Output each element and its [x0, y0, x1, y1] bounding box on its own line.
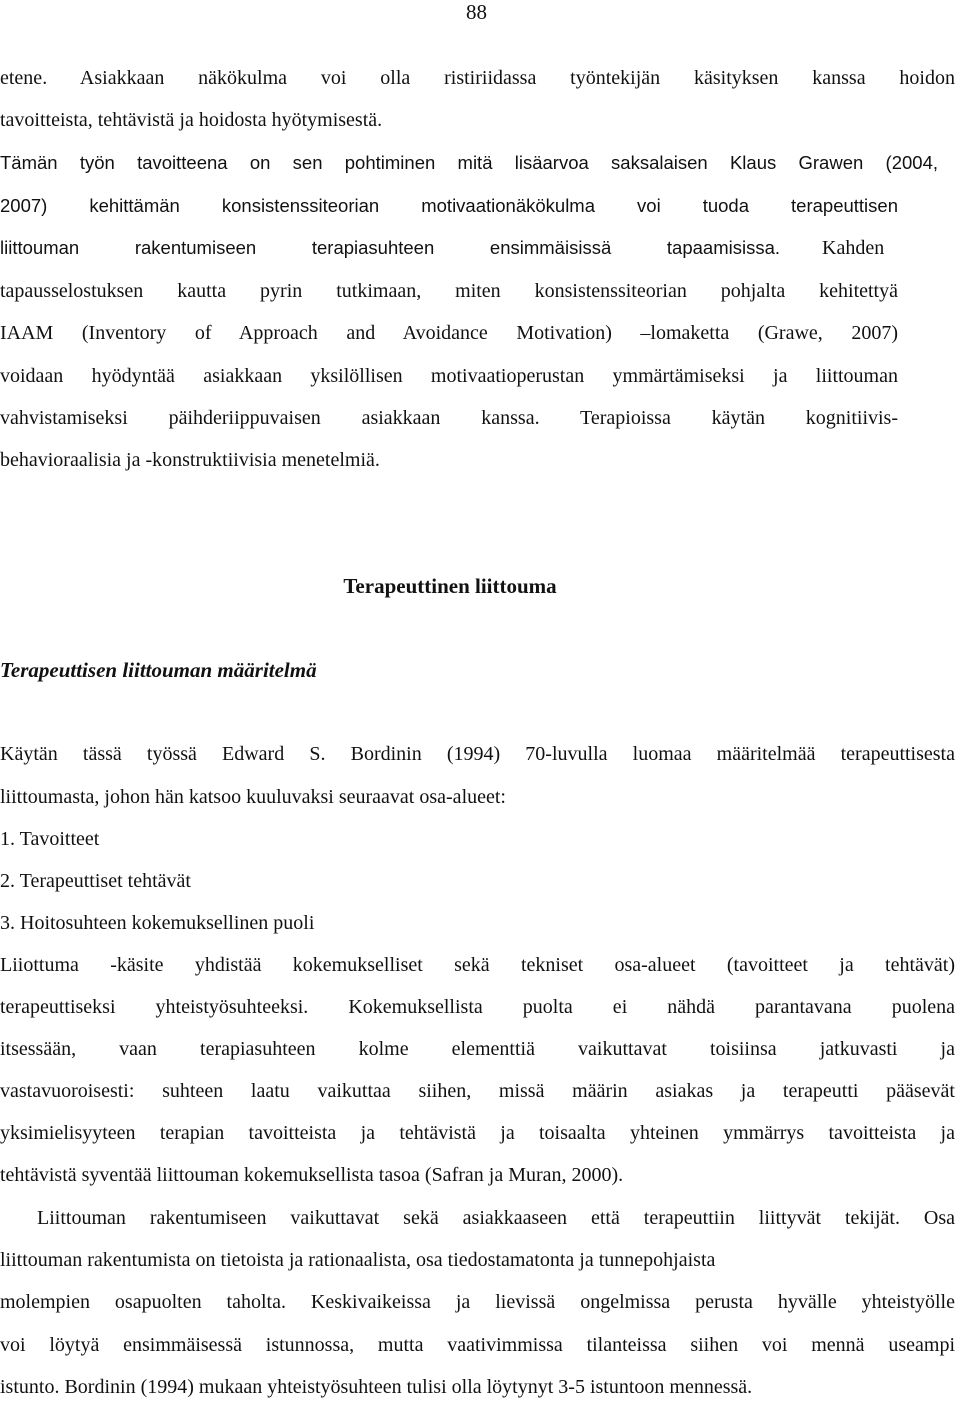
text-line: etene. Asiakkaan näkökulma voi olla ristiriidassa työntekijän käsityksen kanssa hoidon — [0, 67, 955, 89]
text-line: liittoumasta, johon hän katsoo kuuluvaksi seuraavat osa-alueet: — [0, 786, 506, 808]
list-item: 1. Tavoitteet — [0, 828, 100, 850]
page-number: 88 — [466, 0, 487, 24]
text-line: tehtävistä syventää liittouman kokemuksellista tasoa (Safran ja Muran, 2000). — [0, 1164, 624, 1186]
text-line: vastavuoroisesti: suhteen laatu vaikuttaa siihen, missä määrin asiakas ja terapeutti pääsevät — [0, 1080, 955, 1102]
text-line: Kahden — [822, 237, 885, 259]
text-line: Tämän työn tavoitteena on sen pohtiminen mitä lisäarvoa saksalaisen Klaus Grawen (2004, — [0, 152, 938, 173]
text-line: istunto. Bordinin (1994) mukaan yhteistyösuhteen tulisi olla löytynyt 3-5 istuntoon mennessä. — [0, 1376, 753, 1398]
text-line: Liiottuma -käsite yhdistää kokemukselliset sekä tekniset osa-alueet (tavoitteet ja tehtävät) — [0, 954, 955, 976]
list-item: 2. Terapeuttiset tehtävät — [0, 870, 191, 892]
text-line: tavoitteista, tehtävistä ja hoidosta hyötymisestä. — [0, 109, 383, 131]
list-item: 3. Hoitosuhteen kokemuksellinen puoli — [0, 912, 315, 934]
text-line: tapausselostuksen kautta pyrin tutkimaan, miten konsistenssiteorian pohjalta kehitettyä — [0, 280, 898, 302]
text-line: behavioraalisia ja -konstruktiivisia menetelmiä. — [0, 449, 380, 471]
text-line: Liittouman rakentumiseen vaikuttavat sekä asiakkaaseen että terapeuttiin liittyvät tekijät. Osa — [37, 1207, 955, 1229]
text-line: yksimielisyyteen terapian tavoitteista ja tehtävistä ja toisaalta yhteinen ymmärrys tavoitteista ja — [0, 1122, 955, 1144]
subheading: Terapeuttisen liittouman määritelmä — [0, 658, 317, 682]
text-line: liittouman rakentumiseen terapiasuhteen ensimmäisissä tapaamisissa. — [0, 237, 780, 258]
text-line: molempien osapuolten taholta. Keskivaikeissa ja lievissä ongelmissa perusta hyvälle yhteistyölle — [0, 1291, 955, 1313]
text-line: liittouman rakentumista on tietoista ja rationaalista, osa tiedostamatonta ja tunnepohjaista — [0, 1249, 716, 1271]
text-line: terapeuttiseksi yhteistyösuhteeksi. Kokemuksellista puolta ei nähdä parantavana puolena — [0, 996, 955, 1018]
text-line: voi löytyä ensimmäisessä istunnossa, mutta vaativimmissa tilanteissa siihen voi mennä useampi — [0, 1334, 955, 1356]
text-line: vahvistamiseksi päihderiippuvaisen asiakkaan kanssa. Terapioissa käytän kognitiivis- — [0, 407, 898, 429]
text-line: IAAM (Inventory of Approach and Avoidance Motivation) –lomaketta (Grawe, 2007) — [0, 322, 898, 344]
text-line: voidaan hyödyntää asiakkaan yksilöllisen motivaatioperustan ymmärtämiseksi ja liittouman — [0, 365, 898, 387]
text-line: Käytän tässä työssä Edward S. Bordinin (1994) 70-luvulla luomaa määritelmää terapeuttisesta — [0, 743, 955, 765]
section-heading: Terapeuttinen liittouma — [343, 574, 557, 598]
text-line: itsessään, vaan terapiasuhteen kolme elementtiä vaikuttavat toisiinsa jatkuvasti ja — [0, 1038, 955, 1060]
text-line: 2007) kehittämän konsistenssiteorian motivaationäkökulma voi tuoda terapeuttisen — [0, 195, 898, 216]
